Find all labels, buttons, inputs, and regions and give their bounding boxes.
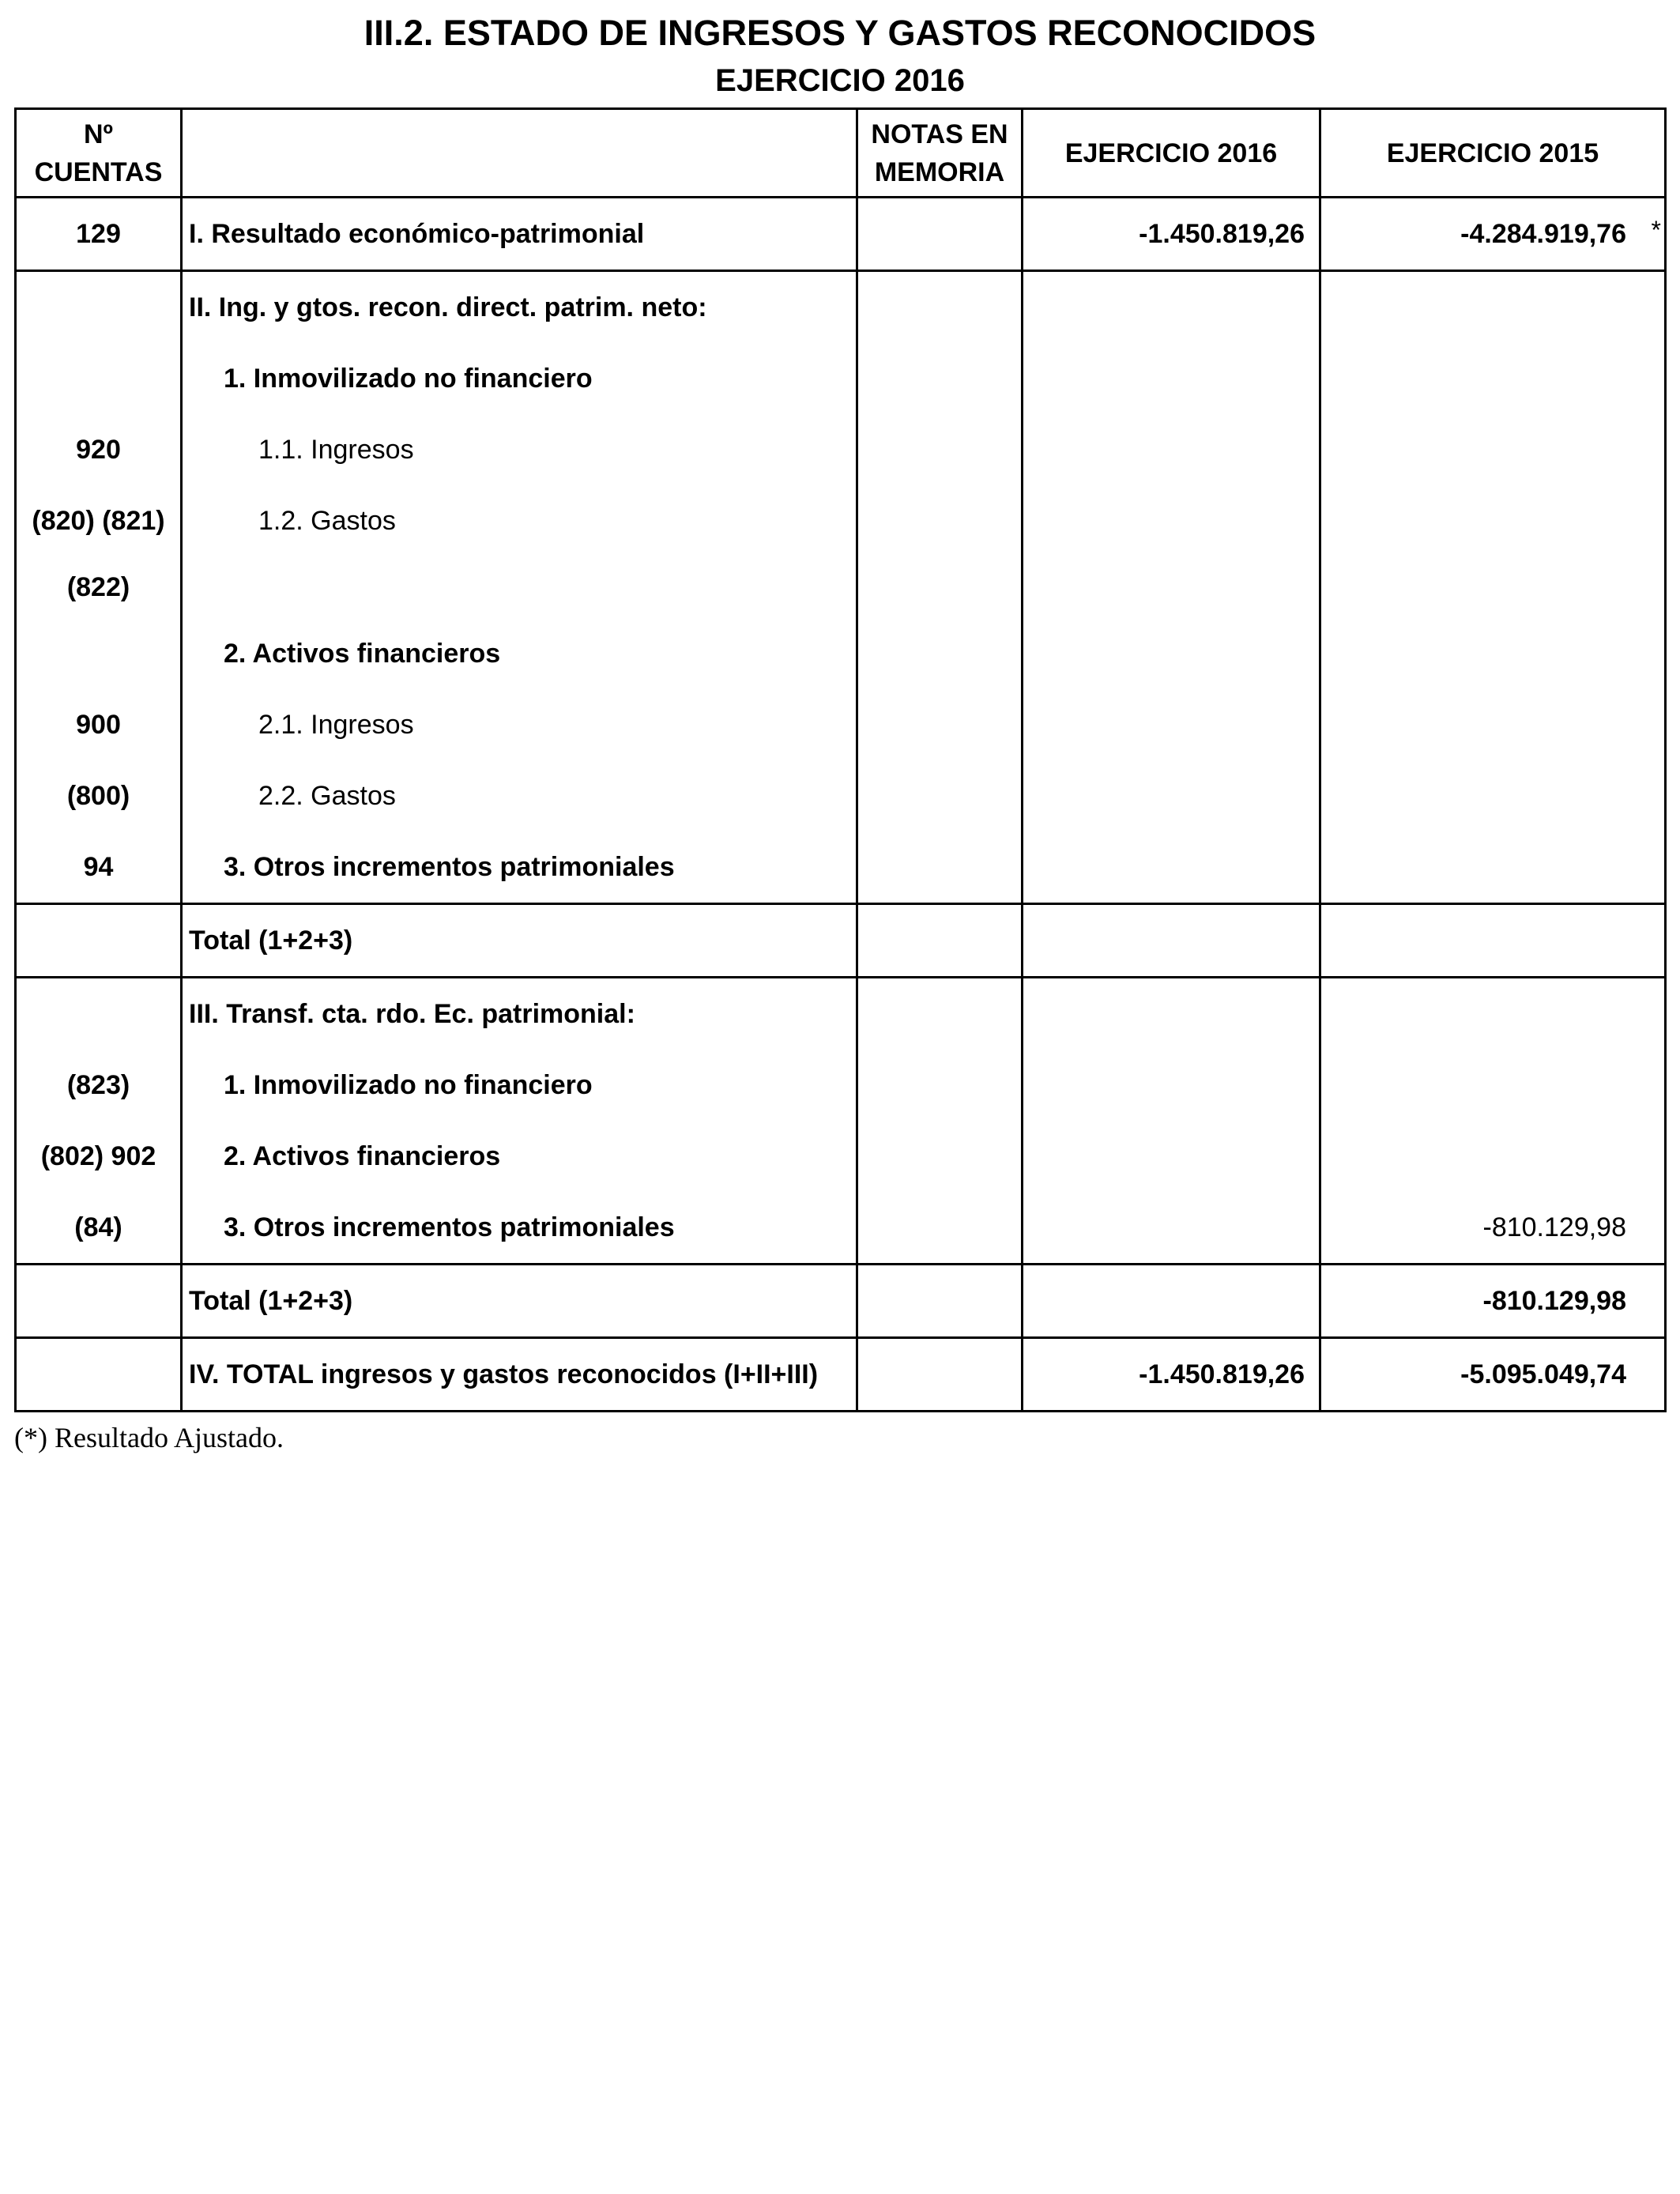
section-iii-cta-inmovilizado: (823) <box>66 1070 130 1100</box>
section-iii-total-2015: -810.129,98 <box>1482 1286 1626 1316</box>
page-title: III.2. ESTADO DE INGRESOS Y GASTOS RECONOCIDOS <box>363 13 1317 53</box>
section-iii-total-row <box>16 1265 1666 1338</box>
section-iii-activos: 2. Activos financieros <box>224 1141 501 1171</box>
page-subtitle: EJERCICIO 2016 <box>715 63 965 98</box>
section-iii-notas <box>857 978 1023 1265</box>
section-ii-cta-otros: 94 <box>83 852 114 882</box>
section-ii-gastos-1: 1.2. Gastos <box>258 506 396 536</box>
header-cuentas <box>16 109 182 198</box>
section-i-notas <box>857 198 1023 271</box>
section-i-label: I. Resultado económico-patrimonial <box>189 219 645 249</box>
section-ii-notas <box>857 271 1023 904</box>
section-ii-cta-gastos-1a: (820) (821) <box>32 506 165 536</box>
section-ii-cta-gastos-2: (800) <box>66 781 130 811</box>
section-ii-ej2015 <box>1320 271 1666 904</box>
section-ii-cta-gastos-1b: (822) <box>66 572 130 602</box>
section-iii-ej2016 <box>1023 978 1320 1265</box>
income-expense-table <box>14 107 1667 1412</box>
section-i-ej2015: -4.284.919,76 <box>1460 219 1626 249</box>
section-ii-ingresos-2: 2.1. Ingresos <box>258 710 414 740</box>
section-iii-cta-otros: (84) <box>74 1212 122 1242</box>
header-notas-line1: NOTAS EN <box>871 119 1008 149</box>
header-cuentas-line2: CUENTAS <box>34 156 163 187</box>
adjusted-result-marker: * <box>1651 216 1661 244</box>
section-ii-otros: 3. Otros incrementos patrimoniales <box>224 852 675 882</box>
section-ii-gastos-2: 2.2. Gastos <box>258 781 396 811</box>
section-iii-otros-2015: -810.129,98 <box>1482 1212 1626 1242</box>
section-iv-label: IV. TOTAL ingresos y gastos reconocidos (I+II+III) <box>189 1359 819 1389</box>
footnote: (*) Resultado Ajustado. <box>14 1422 284 1453</box>
section-ii-ej2016 <box>1023 271 1320 904</box>
header-ejercicio-2016: EJERCICIO 2016 <box>1023 109 1320 198</box>
section-ii-inmovilizado: 1. Inmovilizado no financiero <box>224 364 593 394</box>
header-ejercicio-2015: EJERCICIO 2015 <box>1320 109 1666 198</box>
section-iii-cta-activos: (802) 902 <box>40 1141 156 1171</box>
section-iv-row <box>16 1338 1666 1412</box>
header-descripcion <box>182 109 857 198</box>
section-ii-total-label: Total (1+2+3) <box>189 925 353 956</box>
section-iii-inmovilizado: 1. Inmovilizado no financiero <box>224 1070 593 1100</box>
header-row <box>16 109 1666 198</box>
section-ii-block <box>16 271 1666 904</box>
section-i-row <box>16 198 1666 271</box>
section-i-cuenta: 129 <box>76 219 121 249</box>
section-ii-heading: II. Ing. y gtos. recon. direct. patrim. neto: <box>189 292 707 322</box>
section-iv-ej2015: -5.095.049,74 <box>1460 1359 1626 1389</box>
section-i-ej2016: -1.450.819,26 <box>1139 219 1305 249</box>
section-ii-ingresos-1: 1.1. Ingresos <box>258 435 414 465</box>
section-ii-activos: 2. Activos financieros <box>224 639 501 669</box>
section-iii-heading: III. Transf. cta. rdo. Ec. patrimonial: <box>189 999 635 1029</box>
header-notas <box>857 109 1023 198</box>
header-cuentas-line1: Nº <box>84 119 113 149</box>
section-ii-cta-ingresos-2: 900 <box>76 710 121 740</box>
header-notas-line2: MEMORIA <box>874 156 1005 187</box>
section-iv-ej2016: -1.450.819,26 <box>1139 1359 1305 1389</box>
section-ii-total-row <box>16 904 1666 978</box>
section-iii-block <box>16 978 1666 1265</box>
section-iii-total-label: Total (1+2+3) <box>189 1286 353 1316</box>
section-ii-cta-ingresos-1: 920 <box>76 435 121 465</box>
section-iii-otros: 3. Otros incrementos patrimoniales <box>224 1212 675 1242</box>
